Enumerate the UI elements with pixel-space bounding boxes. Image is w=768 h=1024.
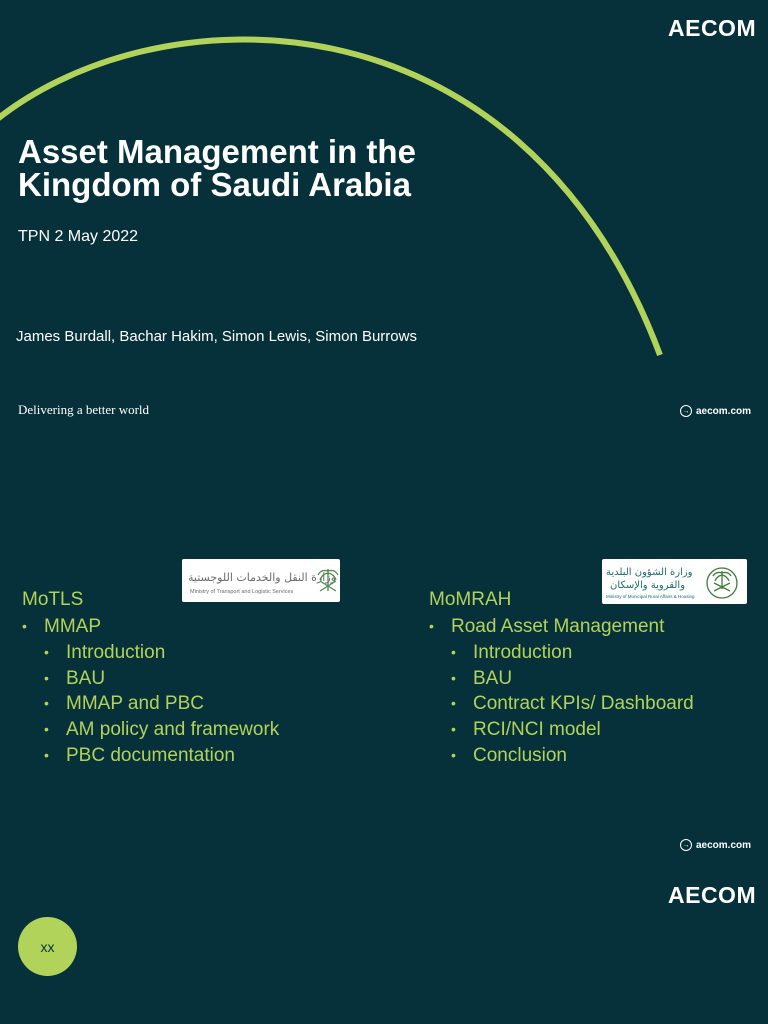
momrah-logo-english: Ministry of Municipal Rural Affairs & Housing [606, 594, 695, 599]
motls-logo-english: Ministry of Transport and Logistic Services [190, 589, 294, 595]
list-item: • PBC documentation [22, 743, 279, 769]
motls-agenda-list [22, 614, 279, 769]
list-item: • AM policy and framework [22, 717, 279, 743]
website-label: aecom.com [696, 839, 752, 851]
list-item: • Introduction [429, 640, 694, 666]
arrow-circle-icon: → [680, 839, 692, 851]
tagline: Delivering a better world [18, 402, 150, 417]
list-item: • Road Asset Management [429, 614, 694, 640]
arrow-circle-icon: → [680, 405, 692, 417]
page-number-badge [18, 917, 77, 976]
title-line-1: Asset Management in the [18, 133, 416, 170]
motls-heading: MoTLS [22, 589, 84, 610]
list-item: • Conclusion [429, 743, 694, 769]
list-item: • Introduction [22, 640, 279, 666]
list-item: • MMAP [22, 614, 279, 640]
momrah-agenda-list [429, 614, 694, 769]
agenda-slide [0, 512, 768, 1024]
page-number: xx [40, 938, 55, 955]
authors: James Burdall, Bachar Hakim, Simon Lewis, Simon Burrows [16, 328, 417, 345]
list-item: • BAU [22, 666, 279, 692]
website-link[interactable] [680, 405, 751, 417]
title-line-2: Kingdom of Saudi Arabia [18, 166, 411, 203]
website-label: aecom.com [696, 405, 752, 417]
list-item: • MMAP and PBC [22, 691, 279, 717]
list-item: • Contract KPIs/ Dashboard [429, 691, 694, 717]
momrah-logo-arabic-1: وزارة الشؤون البلدية [606, 567, 693, 578]
website-link[interactable] [680, 839, 751, 851]
palm-emblem-icon [707, 568, 737, 598]
momrah-column [429, 589, 694, 769]
subtitle: TPN 2 May 2022 [18, 228, 139, 245]
aecom-logo: AECOM [668, 882, 757, 908]
list-item: • BAU [429, 666, 694, 692]
list-item: • RCI/NCI model [429, 717, 694, 743]
motls-column [22, 589, 279, 769]
motls-logo-arabic: وزارة النقل والخدمات اللوجستية [188, 571, 336, 584]
momrah-logo-arabic-2: والقروية والإسكان [610, 580, 685, 591]
momrah-heading: MoMRAH [429, 589, 512, 610]
page-title [18, 135, 416, 201]
aecom-logo: AECOM [668, 15, 757, 41]
